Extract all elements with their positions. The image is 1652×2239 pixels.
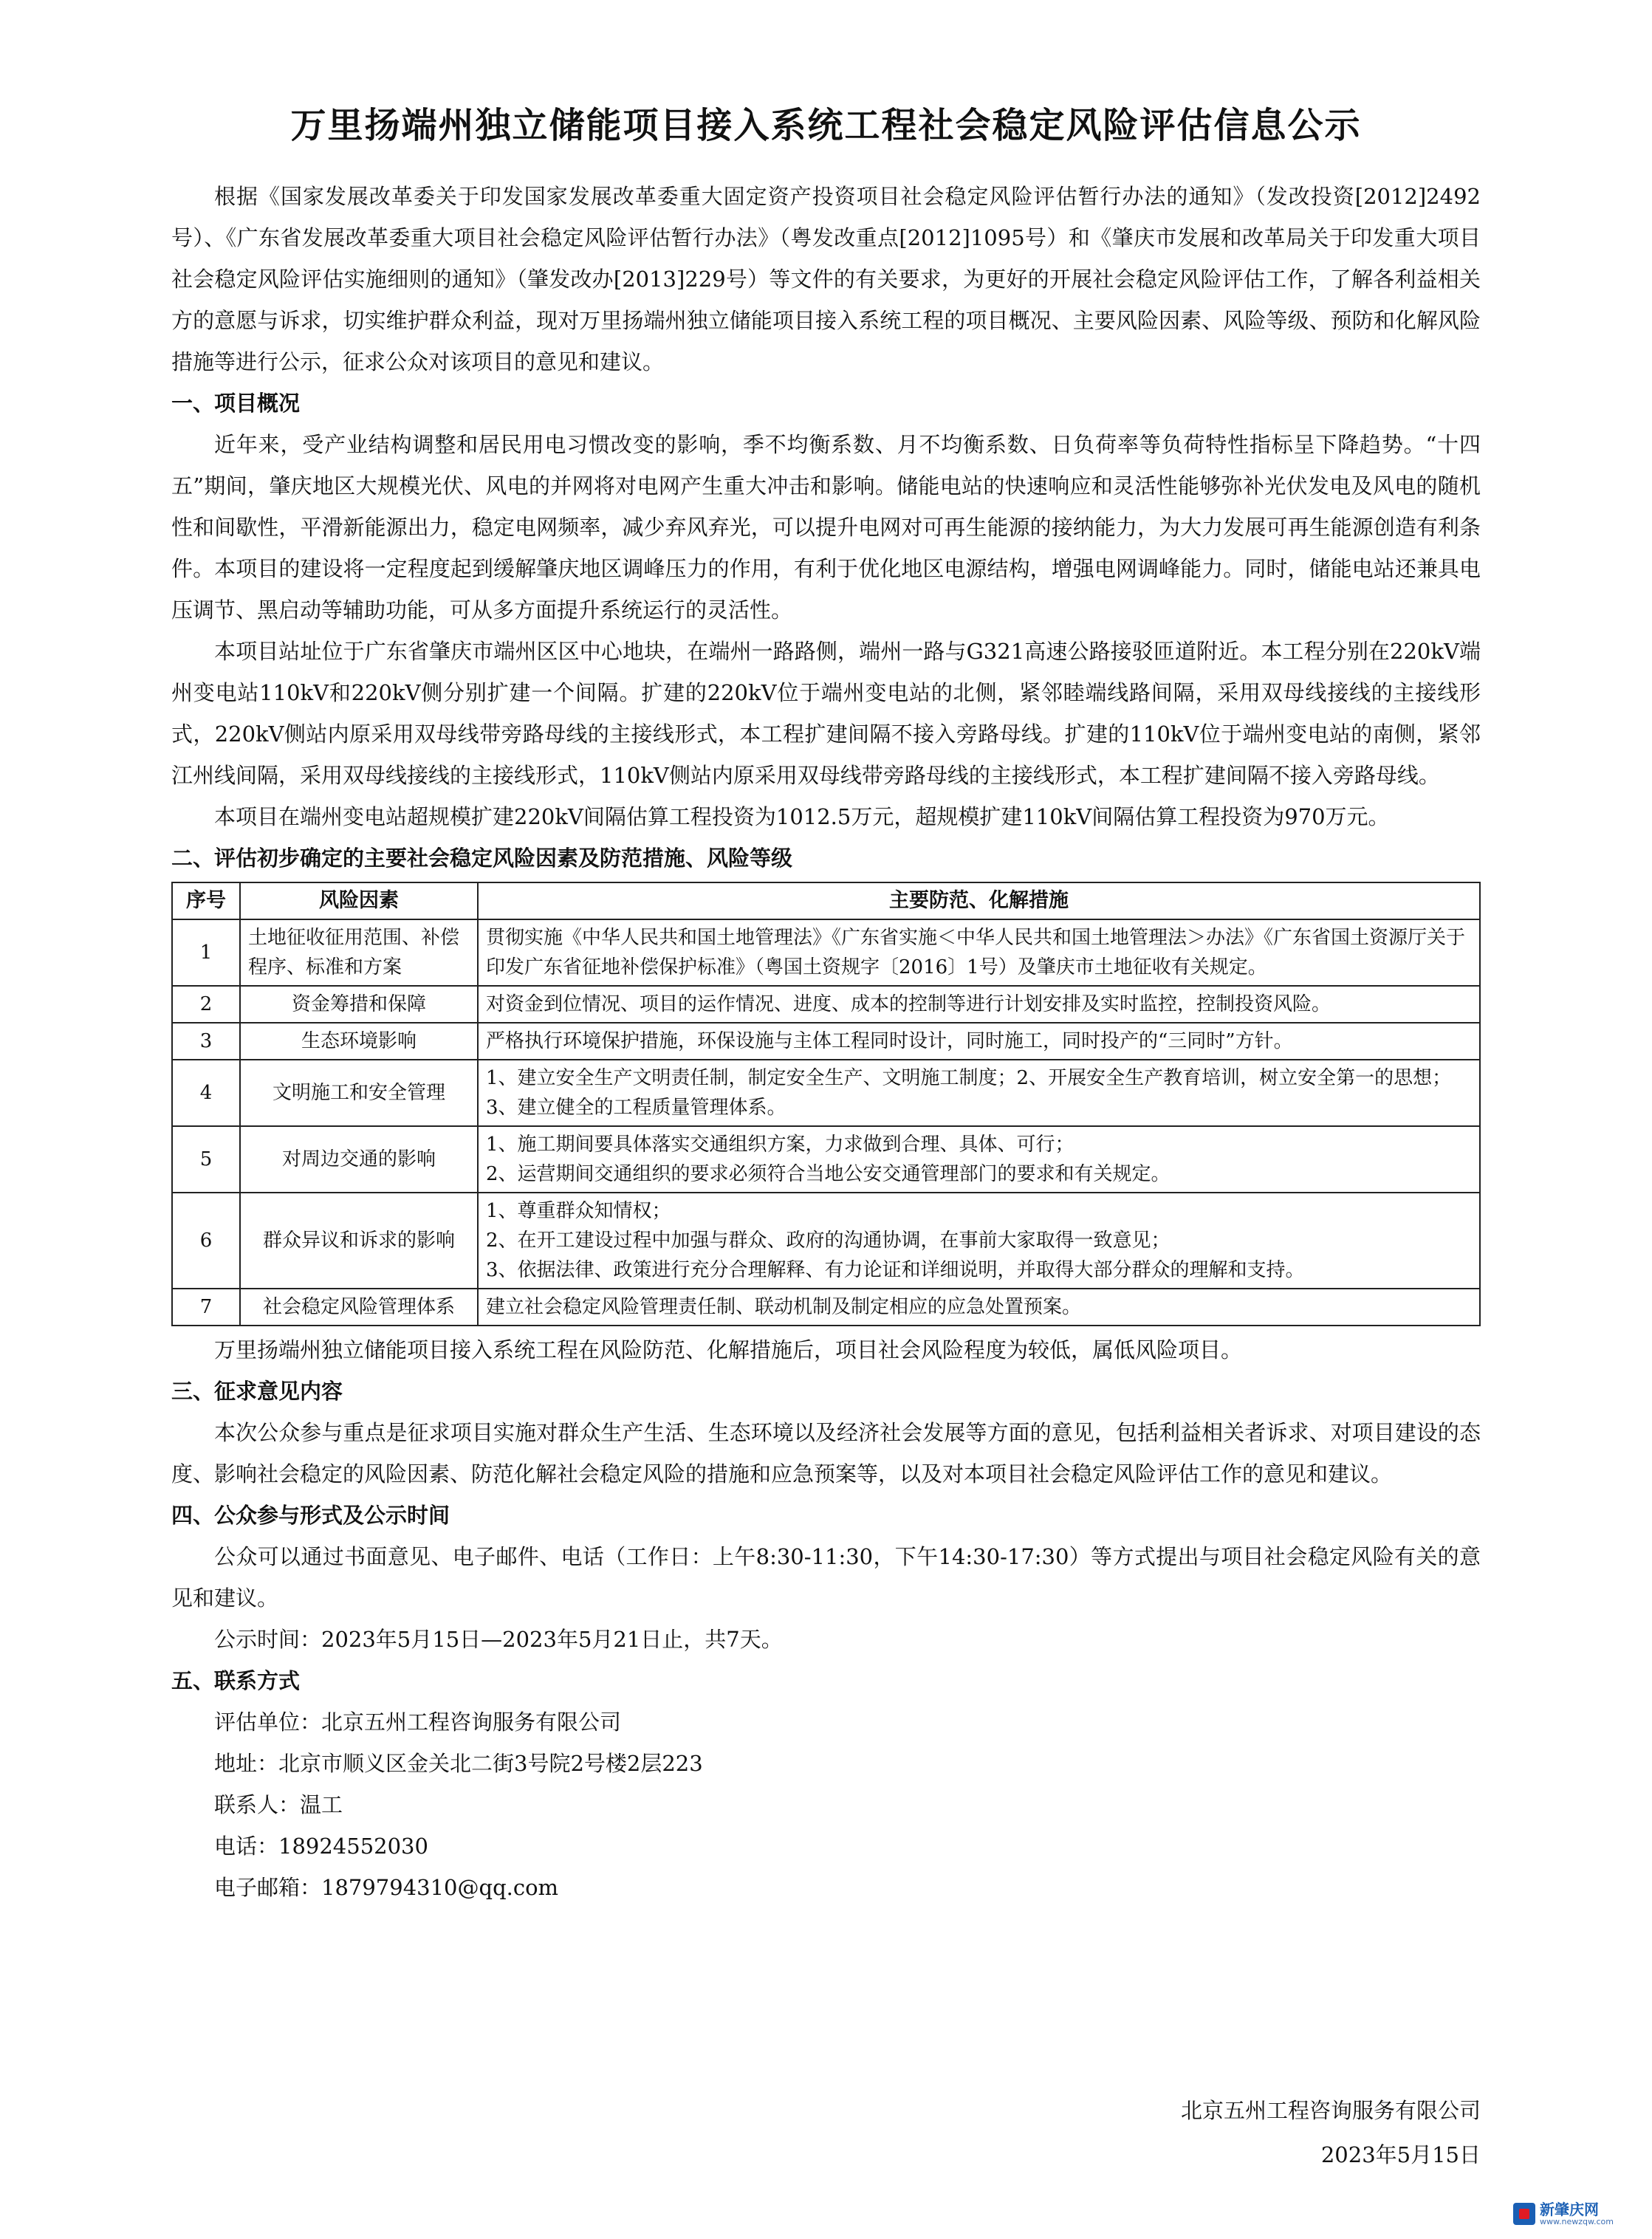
- measure-line: 3、依据法律、政策进行充分合理解释、有力论证和详细说明，并取得大部分群众的理解和支持。: [486, 1259, 1305, 1281]
- measure-line: 1、建立安全生产文明责任制，制定安全生产、文明施工制度；2、开展安全生产教育培训，树立安全第一的思想；3、建立健全的工程质量管理体系。: [486, 1067, 1452, 1119]
- risk-factor: 对周边交通的影响: [240, 1126, 478, 1193]
- watermark-name: 新肇庆网: [1540, 2201, 1599, 2218]
- site-logo-icon: [1513, 2203, 1535, 2225]
- risk-measures: [478, 1289, 1480, 1326]
- risk-table-header-row: [172, 882, 1480, 919]
- measure-line: 2、在开工建设过程中加强与群众、政府的沟通协调，在事前大家取得一致意见；: [486, 1230, 1171, 1252]
- row-number: 3: [172, 1023, 240, 1060]
- overview-paragraph: 近年来，受产业结构调整和居民用电习惯改变的影响，季不均衡系数、月不均衡系数、日负荷率等负荷特性指标呈下降趋势。“十四五”期间，肇庆地区大规模光伏、风电的并网将对电网产生重大冲击和影响。储能电站的快速响应和灵活性能够弥补光伏发电及风电的随机性和间歇性，平滑新能源出力，稳定电网频率，减少弃风弃光，可以提升电网对可再生能源的接纳能力，为大力发展可再生能源创造有利条件。本项目的建设将一定程度起到缓解肇庆地区调峰压力的作用，有利于优化地区电源结构，增强电网调峰能力。同时，储能电站还兼具电压调节、黑启动等辅助功能，可从多方面提升系统运行的灵活性。: [171, 432, 1481, 623]
- column-header-measures: 主要防范、化解措施: [478, 882, 1480, 919]
- row-number: 6: [172, 1193, 240, 1289]
- risk-measures: [478, 1193, 1480, 1289]
- risk-factor: 生态环境影响: [240, 1023, 478, 1060]
- measure-line: 1、尊重群众知情权；: [486, 1200, 671, 1222]
- watermark-text: [1540, 2201, 1614, 2226]
- column-header-factor: 风险因素: [240, 882, 478, 919]
- section-heading-feedback: 三、征求意见内容: [171, 1379, 343, 1404]
- measure-line: 严格执行环境保护措施，环保设施与主体工程同时设计，同时施工，同时投产的“三同时”方针。: [486, 1030, 1293, 1052]
- risk-factor: 土地征收征用范围、补偿程序、标准和方案: [240, 919, 478, 986]
- measure-line: 对资金到位情况、项目的运作情况、进度、成本的控制等进行计划安排及实时监控，控制投资风险。: [486, 993, 1331, 1015]
- contact-email: 电子邮箱：1879794310@qq.com: [214, 1875, 559, 1900]
- page-title: 万里扬端州独立储能项目接入系统工程社会稳定风险评估信息公示: [290, 105, 1362, 146]
- contact-org: 评估单位：北京五州工程咨询服务有限公司: [214, 1710, 622, 1735]
- risk-factor: 资金筹措和保障: [240, 986, 478, 1023]
- table-row: [172, 1289, 1480, 1326]
- contact-address: 地址：北京市顺义区金关北二街3号院2号楼2层223: [214, 1751, 703, 1776]
- signature-date: 2023年5月15日: [1320, 2142, 1481, 2167]
- risk-measures: [478, 1023, 1480, 1060]
- column-header-no: 序号: [172, 882, 240, 919]
- overview-paragraph: 本项目站址位于广东省肇庆市端州区区中心地块，在端州一路路侧，端州一路与G321高速公路接驳匝道附近。本工程分别在220kV端州变电站110kV和220kV侧分别扩建一个间隔。扩建的220kV位于端州变电站的北侧，紧邻睦端线路间隔，采用双母线接线的主接线形式，220kV侧站内原采用双母线带旁路母线的主接线形式，本工程扩建间隔不接入旁路母线。扩建的110kV位于端州变电站的南侧，紧邻江州线间隔，采用双母线接线的主接线形式，110kV侧站内原采用双母线带旁路母线的主接线形式，本工程扩建间隔不接入旁路母线。: [171, 639, 1481, 788]
- risk-factor: 文明施工和安全管理: [240, 1060, 478, 1126]
- risk-conclusion: 万里扬端州独立储能项目接入系统工程在风险防范、化解措施后，项目社会风险程度为较低，属低风险项目。: [214, 1337, 1243, 1362]
- section-heading-contact: 五、联系方式: [171, 1668, 301, 1693]
- table-row: [172, 1060, 1480, 1126]
- measure-line: 贯彻实施《中华人民共和国土地管理法》《广东省实施＜中华人民共和国土地管理法＞办法》《广东省国土资源厅关于印发广东省征地补偿保护标准》（粤国土资规字〔2016〕1号）及肇庆市土地征收有关规定。: [486, 927, 1466, 978]
- feedback-paragraph: 本次公众参与重点是征求项目实施对群众生产生活、生态环境以及经济社会发展等方面的意见，包括利益相关者诉求、对项目建设的态度、影响社会稳定的风险因素、防范化解社会稳定风险的措施和应急预案等，以及对本项目社会稳定风险评估工作的意见和建议。: [171, 1420, 1481, 1487]
- contact-phone: 电话：18924552030: [214, 1834, 428, 1859]
- overview-paragraph: 本项目在端州变电站超规模扩建220kV间隔估算工程投资为1012.5万元，超规模扩建110kV间隔估算工程投资为970万元。: [214, 804, 1390, 829]
- announcement-period: 公示时间：2023年5月15日—2023年5月21日止，共7天。: [214, 1627, 783, 1652]
- site-watermark: [1513, 2199, 1639, 2229]
- row-number: 2: [172, 986, 240, 1023]
- section-heading-overview: 一、项目概况: [171, 391, 301, 416]
- table-row: [172, 1193, 1480, 1289]
- table-row: [172, 1126, 1480, 1193]
- measure-line: 建立社会稳定风险管理责任制、联动机制及制定相应的应急处置预案。: [486, 1296, 1082, 1318]
- risk-table: [171, 882, 1481, 1326]
- risk-measures: [478, 986, 1480, 1023]
- risk-measures: [478, 1060, 1480, 1126]
- participation-paragraph: 公众可以通过书面意见、电子邮件、电话（工作日：上午8:30-11:30，下午14:30-17:30）等方式提出与项目社会稳定风险有关的意见和建议。: [171, 1544, 1481, 1611]
- row-number: 5: [172, 1126, 240, 1193]
- row-number: 7: [172, 1289, 240, 1326]
- row-number: 4: [172, 1060, 240, 1126]
- measure-line: 1、施工期间要具体落实交通组织方案，力求做到合理、具体、可行；: [486, 1134, 1075, 1156]
- measure-line: 2、运营期间交通组织的要求必须符合当地公安交通管理部门的要求和有关规定。: [486, 1163, 1171, 1185]
- risk-measures: [478, 919, 1480, 986]
- risk-factor: 群众异议和诉求的影响: [240, 1193, 478, 1289]
- intro-paragraph: 根据《国家发展改革委关于印发国家发展改革委重大固定资产投资项目社会稳定风险评估暂行办法的通知》（发改投资[2012]2492号）、《广东省发展改革委重大项目社会稳定风险评估暂行办法》（粤发改重点[2012]1095号）和《肇庆市发展和改革局关于印发重大项目社会稳定风险评估实施细则的通知》（肇发改办[2013]229号）等文件的有关要求，为更好的开展社会稳定风险评估工作，了解各利益相关方的意愿与诉求，切实维护群众利益，现对万里扬端州独立储能项目接入系统工程的项目概况、主要风险因素、风险等级、预防和化解风险措施等进行公示，征求公众对该项目的意见和建议。: [171, 184, 1481, 374]
- section-heading-participation: 四、公众参与形式及公示时间: [171, 1503, 450, 1528]
- table-row: [172, 986, 1480, 1023]
- contact-person: 联系人：温工: [214, 1792, 343, 1817]
- table-row: [172, 1023, 1480, 1060]
- section-heading-risk: 二、评估初步确定的主要社会稳定风险因素及防范措施、风险等级: [171, 846, 793, 871]
- risk-measures: [478, 1126, 1480, 1193]
- row-number: 1: [172, 919, 240, 986]
- signature-org: 北京五州工程咨询服务有限公司: [1180, 2098, 1481, 2123]
- table-row: [172, 919, 1480, 986]
- risk-factor: 社会稳定风险管理体系: [240, 1289, 478, 1326]
- watermark-url: www.newzqw.com: [1540, 2217, 1614, 2226]
